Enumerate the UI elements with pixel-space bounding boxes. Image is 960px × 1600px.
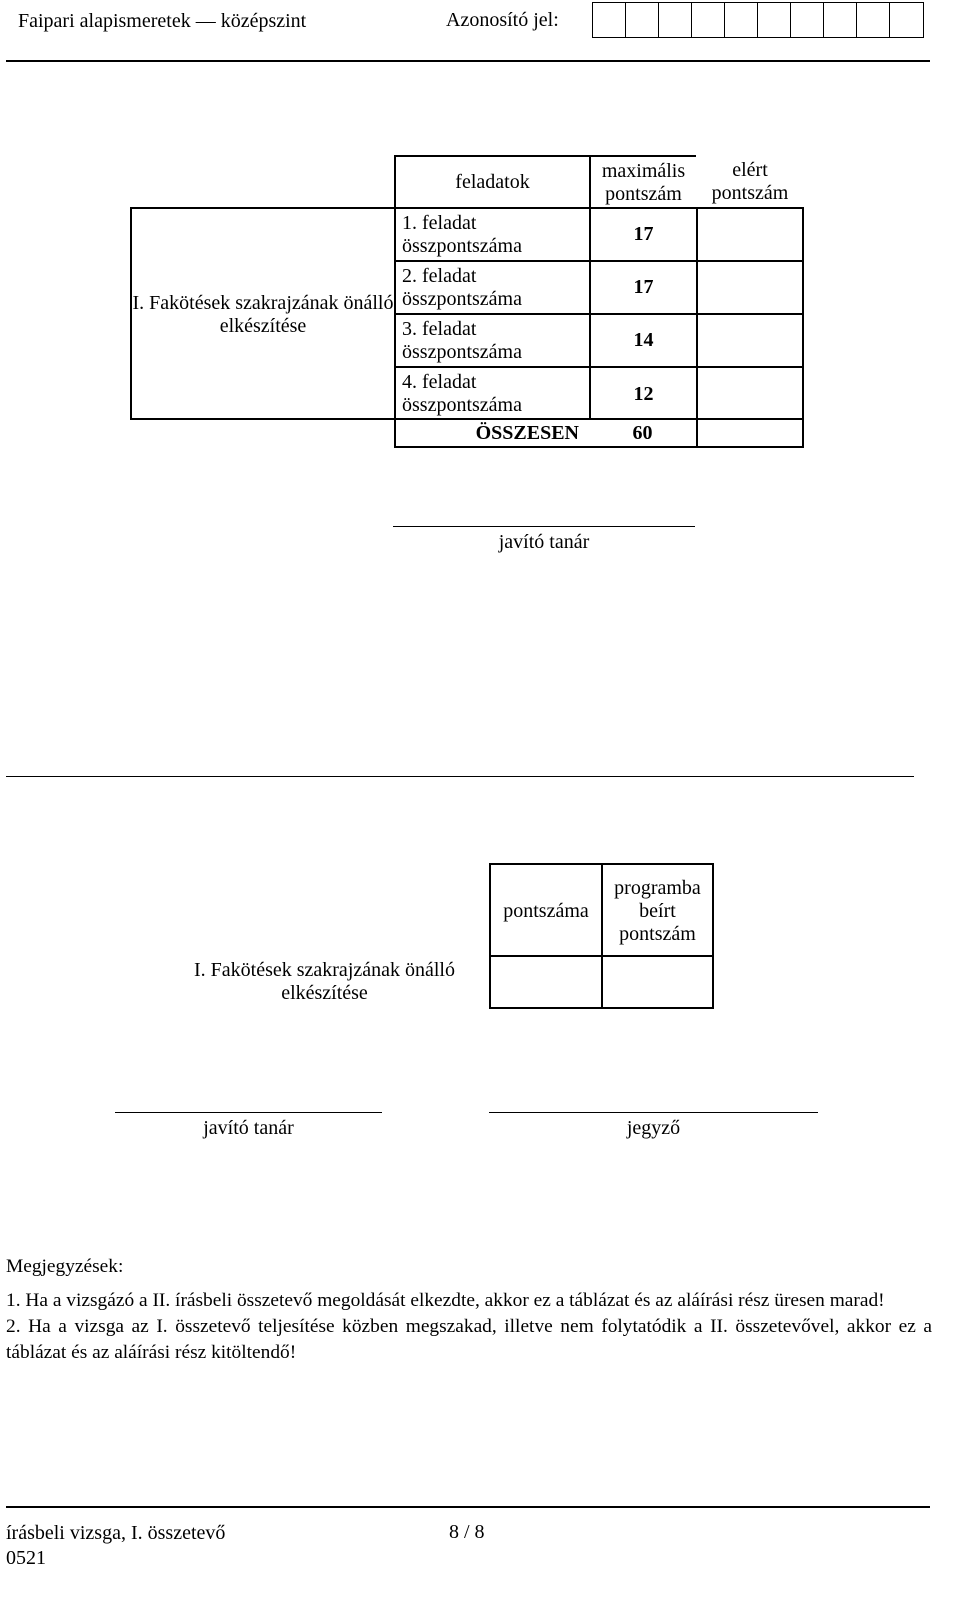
entered-value-cell[interactable] bbox=[601, 955, 714, 1009]
footer-exam-name: írásbeli vizsga, I. összetevő bbox=[6, 1522, 226, 1544]
col-header-points: pontszáma bbox=[489, 863, 601, 957]
task-max-points: 12 bbox=[589, 366, 696, 420]
signature-label-registrar: jegyző bbox=[626, 1117, 681, 1139]
total-label: ÖSSZESEN bbox=[394, 418, 589, 448]
candidate-id-label: Azonosító jel: bbox=[446, 9, 559, 31]
task-max-points: 14 bbox=[589, 313, 696, 366]
footer-page-number: 8 / 8 bbox=[449, 1521, 485, 1543]
task-achieved-points[interactable] bbox=[696, 260, 804, 313]
task-max-points: 17 bbox=[589, 207, 696, 260]
signature-line[interactable] bbox=[115, 1112, 382, 1113]
section-label: I. Fakötések szakrajzának önálló elkészítése bbox=[130, 207, 394, 420]
task-label: 1. feladat összpontszáma bbox=[394, 207, 589, 260]
task-label: 3. feladat összpontszáma bbox=[394, 313, 589, 366]
table-rule bbox=[130, 418, 396, 420]
total-achieved-points[interactable] bbox=[696, 418, 804, 448]
signature-line[interactable] bbox=[489, 1112, 818, 1113]
section-label: I. Fakötések szakrajzának önálló elkészítése bbox=[193, 959, 455, 1004]
id-digit-box[interactable] bbox=[857, 3, 890, 37]
footer-exam-info bbox=[6, 1521, 225, 1571]
note-item: 1. Ha a vizsgázó a II. írásbeli összetevő megoldását elkezdte, akkor ez a táblázat és az aláírási rész üresen marad! bbox=[6, 1290, 885, 1311]
task-achieved-points[interactable] bbox=[696, 207, 804, 260]
note-item: 2. Ha a vizsga az I. összetevő teljesítése közben megszakad, illetve nem folytatódik a II. összetevővel, akkor ez a táblázat és az aláírási rész kitöltendő! bbox=[6, 1316, 932, 1363]
id-digit-box[interactable] bbox=[824, 3, 857, 37]
document-header-title: Faipari alapismeretek — középszint bbox=[18, 10, 307, 32]
task-label: 4. feladat összpontszáma bbox=[394, 366, 589, 420]
footer-exam-code: 0521 bbox=[6, 1547, 46, 1569]
notes-section bbox=[6, 1254, 932, 1366]
candidate-id-boxes bbox=[592, 2, 924, 38]
id-digit-box[interactable] bbox=[758, 3, 791, 37]
id-digit-box[interactable] bbox=[692, 3, 725, 37]
signature-label-teacher: javító tanár bbox=[498, 531, 590, 553]
col-header-max: maximális pontszám bbox=[589, 155, 696, 208]
section-separator bbox=[6, 776, 914, 777]
col-header-tasks: feladatok bbox=[394, 155, 589, 208]
id-digit-box[interactable] bbox=[626, 3, 659, 37]
id-digit-box[interactable] bbox=[890, 3, 923, 37]
id-digit-box[interactable] bbox=[659, 3, 692, 37]
total-max-points: 60 bbox=[589, 418, 696, 448]
id-digit-box[interactable] bbox=[593, 3, 626, 37]
footer-divider bbox=[6, 1506, 930, 1508]
id-digit-box[interactable] bbox=[791, 3, 824, 37]
col-header-achieved: elért pontszám bbox=[711, 158, 789, 204]
task-max-points: 17 bbox=[589, 260, 696, 313]
id-digit-box[interactable] bbox=[725, 3, 758, 37]
task-label: 2. feladat összpontszáma bbox=[394, 260, 589, 313]
col-header-entered: programba beírt pontszám bbox=[601, 863, 714, 957]
signature-label-teacher: javító tanár bbox=[203, 1117, 294, 1139]
header-divider bbox=[6, 60, 930, 62]
task-achieved-points[interactable] bbox=[696, 313, 804, 366]
signature-line[interactable] bbox=[393, 526, 695, 527]
points-value-cell[interactable] bbox=[489, 955, 601, 1009]
notes-title: Megjegyzések: bbox=[6, 1256, 124, 1277]
task-achieved-points[interactable] bbox=[696, 366, 804, 420]
